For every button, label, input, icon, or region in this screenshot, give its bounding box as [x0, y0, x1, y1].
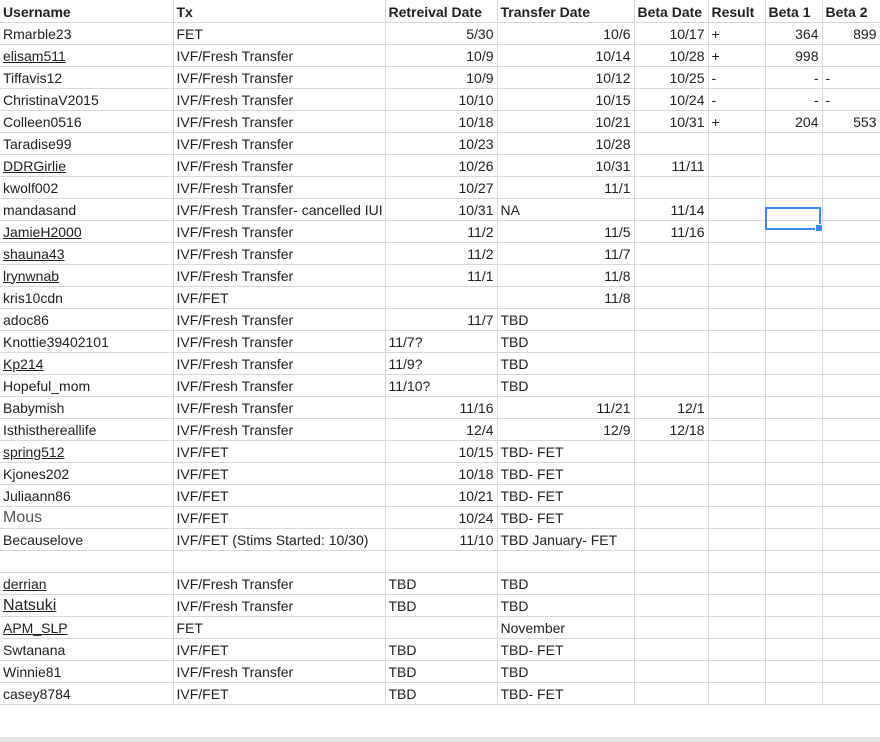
cell-beta-date[interactable] — [634, 484, 708, 506]
cell-tx[interactable]: IVF/Fresh Transfer — [173, 220, 385, 242]
header-username[interactable]: Username — [0, 0, 173, 22]
header-result[interactable]: Result — [708, 0, 765, 22]
cell-tx[interactable]: IVF/Fresh Transfer — [173, 44, 385, 66]
cell-result[interactable] — [708, 308, 765, 330]
cell-tx[interactable]: IVF/Fresh Transfer — [173, 308, 385, 330]
cell-transfer-date[interactable]: 12/9 — [497, 418, 634, 440]
cell-tx[interactable]: IVF/FET — [173, 506, 385, 528]
cell-beta-2[interactable] — [822, 286, 880, 308]
cell-transfer-date[interactable]: TBD- FET — [497, 682, 634, 704]
cell-result[interactable] — [708, 660, 765, 682]
cell-beta-date[interactable] — [634, 352, 708, 374]
cell-retrieval-date[interactable]: 5/30 — [385, 22, 497, 44]
cell-beta-1[interactable] — [765, 132, 822, 154]
cell-retrieval-date[interactable]: TBD — [385, 594, 497, 616]
cell-result[interactable] — [708, 220, 765, 242]
fill-handle[interactable] — [815, 224, 823, 232]
cell-username[interactable]: APM_SLP — [0, 616, 173, 638]
cell-beta-2[interactable] — [822, 550, 880, 572]
cell-transfer-date[interactable]: TBD — [497, 660, 634, 682]
table-row — [0, 176, 880, 198]
cell-beta-date[interactable]: 11/14 — [634, 198, 708, 220]
cell-beta-2[interactable]: - — [822, 88, 880, 110]
cell-result[interactable] — [708, 242, 765, 264]
cell-transfer-date[interactable]: TBD- FET — [497, 638, 634, 660]
table-row — [0, 506, 880, 528]
cell-username[interactable]: DDRGirlie — [0, 154, 173, 176]
cell-beta-date[interactable] — [634, 440, 708, 462]
cell-result[interactable] — [708, 286, 765, 308]
cell-beta-date[interactable] — [634, 330, 708, 352]
cell-beta-1[interactable] — [765, 418, 822, 440]
cell-beta-date[interactable] — [634, 286, 708, 308]
cell-beta-1[interactable]: - — [765, 88, 822, 110]
cell-username[interactable]: Winnie81 — [0, 660, 173, 682]
table-row — [0, 198, 880, 220]
cell-result[interactable] — [708, 616, 765, 638]
cell-retrieval-date[interactable]: 11/7? — [385, 330, 497, 352]
cell-transfer-date[interactable]: 10/15 — [497, 88, 634, 110]
cell-beta-2[interactable] — [822, 484, 880, 506]
cell-beta-2[interactable]: - — [822, 66, 880, 88]
header-beta-1[interactable]: Beta 1 — [765, 0, 822, 22]
table-row — [0, 484, 880, 506]
cell-retrieval-date[interactable]: 11/10? — [385, 374, 497, 396]
cell-tx[interactable]: IVF/Fresh Transfer — [173, 396, 385, 418]
cell-transfer-date[interactable]: 11/7 — [497, 242, 634, 264]
cell-result[interactable] — [708, 550, 765, 572]
cell-beta-date[interactable]: 11/16 — [634, 220, 708, 242]
cell-transfer-date[interactable]: TBD January- FET — [497, 528, 634, 550]
cell-username[interactable]: Taradise99 — [0, 132, 173, 154]
cell-tx[interactable]: IVF/Fresh Transfer — [173, 572, 385, 594]
cell-username[interactable]: elisam511 — [0, 44, 173, 66]
cell-beta-1[interactable] — [765, 330, 822, 352]
cell-result[interactable] — [708, 572, 765, 594]
cell-beta-date[interactable] — [634, 616, 708, 638]
cell-beta-2[interactable] — [822, 572, 880, 594]
cell-username[interactable]: Swtanana — [0, 638, 173, 660]
cell-beta-1[interactable] — [765, 396, 822, 418]
cell-username[interactable]: lrynwnab — [0, 264, 173, 286]
cell-retrieval-date[interactable]: 12/4 — [385, 418, 497, 440]
cell-beta-2[interactable] — [822, 594, 880, 616]
cell-transfer-date[interactable]: 10/14 — [497, 44, 634, 66]
cell-retrieval-date[interactable]: 11/1 — [385, 264, 497, 286]
table-row — [0, 154, 880, 176]
cell-transfer-date[interactable]: TBD — [497, 374, 634, 396]
cell-retrieval-date[interactable] — [385, 616, 497, 638]
cell-beta-2[interactable]: 899 — [822, 22, 880, 44]
cell-retrieval-date[interactable]: 11/16 — [385, 396, 497, 418]
cell-username[interactable]: Hopeful_mom — [0, 374, 173, 396]
table-row — [0, 88, 880, 110]
cell-beta-date[interactable] — [634, 462, 708, 484]
cell-transfer-date[interactable]: NA — [497, 198, 634, 220]
cell-transfer-date[interactable]: TBD- FET — [497, 462, 634, 484]
cell-retrieval-date[interactable]: 10/9 — [385, 44, 497, 66]
cell-retrieval-date[interactable]: 11/7 — [385, 308, 497, 330]
cell-beta-2[interactable] — [822, 638, 880, 660]
cell-username[interactable]: Mous — [0, 506, 173, 528]
table-row — [0, 66, 880, 88]
cell-beta-1[interactable] — [765, 594, 822, 616]
cell-beta-date[interactable]: 11/11 — [634, 154, 708, 176]
cell-beta-date[interactable] — [634, 132, 708, 154]
cell-transfer-date[interactable]: TBD — [497, 352, 634, 374]
cell-beta-1[interactable]: 204 — [765, 110, 822, 132]
cell-beta-1[interactable] — [765, 286, 822, 308]
cell-beta-date[interactable] — [634, 242, 708, 264]
cell-tx[interactable]: IVF/FET — [173, 462, 385, 484]
cell-username[interactable]: adoc86 — [0, 308, 173, 330]
cell-tx[interactable]: IVF/Fresh Transfer — [173, 352, 385, 374]
cell-username[interactable]: Kjones202 — [0, 462, 173, 484]
table-row — [0, 572, 880, 594]
cell-retrieval-date[interactable]: 10/26 — [385, 154, 497, 176]
cell-beta-1[interactable] — [765, 264, 822, 286]
cell-beta-1[interactable] — [765, 352, 822, 374]
cell-username[interactable]: casey8784 — [0, 682, 173, 704]
cell-transfer-date[interactable]: November — [497, 616, 634, 638]
header-row — [0, 0, 880, 22]
cell-username[interactable]: Natsuki — [0, 594, 173, 616]
cell-beta-2[interactable] — [822, 396, 880, 418]
cell-result[interactable]: + — [708, 22, 765, 44]
cell-transfer-date[interactable]: TBD — [497, 308, 634, 330]
cell-username[interactable]: kris10cdn — [0, 286, 173, 308]
cell-transfer-date[interactable] — [497, 550, 634, 572]
cell-username[interactable]: Babymish — [0, 396, 173, 418]
cell-retrieval-date[interactable]: 10/18 — [385, 462, 497, 484]
cell-result[interactable] — [708, 352, 765, 374]
cell-beta-1[interactable]: 998 — [765, 44, 822, 66]
header-beta-date[interactable]: Beta Date — [634, 0, 708, 22]
cell-username[interactable]: mandasand — [0, 198, 173, 220]
cell-result[interactable] — [708, 374, 765, 396]
cell-beta-1[interactable] — [765, 682, 822, 704]
cell-result[interactable] — [708, 484, 765, 506]
cell-beta-2[interactable] — [822, 506, 880, 528]
cell-beta-1[interactable] — [765, 572, 822, 594]
header-transfer-date[interactable]: Transfer Date — [497, 0, 634, 22]
cell-tx[interactable]: IVF/Fresh Transfer — [173, 330, 385, 352]
cell-result[interactable] — [708, 154, 765, 176]
cell-beta-1[interactable] — [765, 484, 822, 506]
cell-username[interactable]: Becauselove — [0, 528, 173, 550]
cell-result[interactable] — [708, 176, 765, 198]
cell-beta-date[interactable] — [634, 374, 708, 396]
table-row — [0, 22, 880, 44]
cell-beta-date[interactable]: 10/17 — [634, 22, 708, 44]
cell-tx[interactable]: IVF/Fresh Transfer — [173, 154, 385, 176]
cell-beta-1[interactable] — [765, 550, 822, 572]
cell-beta-date[interactable]: 10/25 — [634, 66, 708, 88]
cell-beta-date[interactable] — [634, 682, 708, 704]
cell-transfer-date[interactable]: TBD- FET — [497, 484, 634, 506]
cell-transfer-date[interactable]: TBD- FET — [497, 440, 634, 462]
cell-beta-1[interactable] — [765, 616, 822, 638]
cell-retrieval-date[interactable]: 10/15 — [385, 440, 497, 462]
table-row — [0, 44, 880, 66]
cell-beta-2[interactable] — [822, 308, 880, 330]
cell-username[interactable]: derrian — [0, 572, 173, 594]
table-row — [0, 462, 880, 484]
table-row — [0, 110, 880, 132]
cell-beta-date[interactable]: 10/31 — [634, 110, 708, 132]
cell-tx[interactable]: IVF/Fresh Transfer — [173, 242, 385, 264]
cell-beta-date[interactable] — [634, 506, 708, 528]
cell-result[interactable] — [708, 462, 765, 484]
cell-beta-date[interactable] — [634, 550, 708, 572]
cell-beta-1[interactable] — [765, 660, 822, 682]
cell-retrieval-date[interactable]: 10/23 — [385, 132, 497, 154]
table-row — [0, 286, 880, 308]
cell-tx[interactable]: IVF/Fresh Transfer — [173, 176, 385, 198]
cell-result[interactable]: + — [708, 110, 765, 132]
cell-retrieval-date[interactable]: 10/10 — [385, 88, 497, 110]
cell-tx[interactable]: IVF/Fresh Transfer- cancelled IUI — [173, 198, 385, 220]
horizontal-scrollbar[interactable] — [0, 737, 880, 742]
header-beta-2[interactable]: Beta 2 — [822, 0, 880, 22]
table-row — [0, 440, 880, 462]
cell-beta-2[interactable] — [822, 242, 880, 264]
cell-tx[interactable]: IVF/FET (Stims Started: 10/30) — [173, 528, 385, 550]
cell-beta-2[interactable] — [822, 132, 880, 154]
cell-retrieval-date[interactable] — [385, 550, 497, 572]
cell-result[interactable] — [708, 506, 765, 528]
cell-tx[interactable]: IVF/Fresh Transfer — [173, 418, 385, 440]
cell-result[interactable]: - — [708, 88, 765, 110]
cell-tx[interactable]: IVF/FET — [173, 638, 385, 660]
cell-result[interactable] — [708, 682, 765, 704]
cell-beta-2[interactable] — [822, 154, 880, 176]
cell-retrieval-date[interactable]: 11/9? — [385, 352, 497, 374]
cell-username[interactable]: JamieH2000 — [0, 220, 173, 242]
cell-transfer-date[interactable]: TBD — [497, 330, 634, 352]
table-row — [0, 242, 880, 264]
cell-beta-2[interactable] — [822, 220, 880, 242]
cell-username[interactable]: shauna43 — [0, 242, 173, 264]
cell-beta-date[interactable] — [634, 638, 708, 660]
cell-tx[interactable]: IVF/Fresh Transfer — [173, 88, 385, 110]
cell-beta-1[interactable] — [765, 638, 822, 660]
cell-beta-date[interactable] — [634, 176, 708, 198]
cell-transfer-date[interactable]: TBD — [497, 594, 634, 616]
header-retrieval-date[interactable]: Retreival Date — [385, 0, 497, 22]
cell-beta-1[interactable] — [765, 176, 822, 198]
cell-beta-2[interactable]: 553 — [822, 110, 880, 132]
cell-tx[interactable]: IVF/FET — [173, 484, 385, 506]
cell-retrieval-date[interactable]: 11/2 — [385, 242, 497, 264]
cell-transfer-date[interactable]: 10/31 — [497, 154, 634, 176]
cell-retrieval-date[interactable]: 11/2 — [385, 220, 497, 242]
cell-result[interactable] — [708, 418, 765, 440]
cell-retrieval-date[interactable]: 11/10 — [385, 528, 497, 550]
cell-transfer-date[interactable]: 10/6 — [497, 22, 634, 44]
cell-beta-2[interactable] — [822, 528, 880, 550]
cell-beta-date[interactable]: 12/18 — [634, 418, 708, 440]
table-row — [0, 264, 880, 286]
cell-transfer-date[interactable]: 11/5 — [497, 220, 634, 242]
table-row — [0, 352, 880, 374]
cell-tx[interactable]: IVF/Fresh Transfer — [173, 374, 385, 396]
table-row — [0, 330, 880, 352]
cell-beta-1[interactable] — [765, 154, 822, 176]
cell-tx[interactable]: IVF/Fresh Transfer — [173, 660, 385, 682]
cell-beta-1[interactable] — [765, 462, 822, 484]
cell-beta-1[interactable] — [765, 308, 822, 330]
cell-transfer-date[interactable]: 11/1 — [497, 176, 634, 198]
cell-retrieval-date[interactable] — [385, 286, 497, 308]
cell-beta-date[interactable]: 10/24 — [634, 88, 708, 110]
cell-transfer-date[interactable]: 11/8 — [497, 264, 634, 286]
cell-result[interactable] — [708, 132, 765, 154]
cell-beta-date[interactable] — [634, 528, 708, 550]
cell-tx[interactable]: IVF/Fresh Transfer — [173, 110, 385, 132]
table-row — [0, 616, 880, 638]
cell-username[interactable]: Rmarble23 — [0, 22, 173, 44]
table-row — [0, 660, 880, 682]
table-row — [0, 308, 880, 330]
cell-retrieval-date[interactable]: 10/24 — [385, 506, 497, 528]
cell-tx[interactable]: IVF/FET — [173, 286, 385, 308]
cell-transfer-date[interactable]: 10/28 — [497, 132, 634, 154]
cell-transfer-date[interactable]: 11/21 — [497, 396, 634, 418]
cell-tx[interactable]: IVF/FET — [173, 682, 385, 704]
cell-result[interactable] — [708, 198, 765, 220]
cell-retrieval-date[interactable]: 10/21 — [385, 484, 497, 506]
cell-result[interactable] — [708, 330, 765, 352]
cell-result[interactable] — [708, 638, 765, 660]
cell-retrieval-date[interactable]: TBD — [385, 660, 497, 682]
cell-transfer-date[interactable]: 10/21 — [497, 110, 634, 132]
cell-transfer-date[interactable]: TBD- FET — [497, 506, 634, 528]
cell-beta-1[interactable]: 364 — [765, 22, 822, 44]
cell-beta-date[interactable]: 10/28 — [634, 44, 708, 66]
cell-beta-2[interactable] — [822, 198, 880, 220]
cell-tx[interactable]: IVF/Fresh Transfer — [173, 132, 385, 154]
table-row — [0, 132, 880, 154]
cell-beta-date[interactable] — [634, 572, 708, 594]
cell-username[interactable]: Tiffavis12 — [0, 66, 173, 88]
cell-tx[interactable]: IVF/Fresh Transfer — [173, 66, 385, 88]
cell-tx[interactable]: IVF/Fresh Transfer — [173, 594, 385, 616]
cell-beta-date[interactable]: 12/1 — [634, 396, 708, 418]
cell-tx[interactable]: IVF/FET — [173, 440, 385, 462]
cell-transfer-date[interactable]: 11/8 — [497, 286, 634, 308]
cell-result[interactable]: + — [708, 44, 765, 66]
cell-username[interactable]: Colleen0516 — [0, 110, 173, 132]
cell-beta-2[interactable] — [822, 440, 880, 462]
cell-username[interactable]: kwolf002 — [0, 176, 173, 198]
cell-retrieval-date[interactable]: 10/31 — [385, 198, 497, 220]
cell-result[interactable] — [708, 264, 765, 286]
cell-beta-1[interactable] — [765, 506, 822, 528]
cell-result[interactable]: - — [708, 66, 765, 88]
cell-beta-2[interactable] — [822, 44, 880, 66]
cell-beta-2[interactable] — [822, 418, 880, 440]
cell-tx[interactable]: FET — [173, 22, 385, 44]
cell-beta-1[interactable] — [765, 528, 822, 550]
cell-beta-2[interactable] — [822, 462, 880, 484]
table-row — [0, 528, 880, 550]
table-row — [0, 374, 880, 396]
cell-beta-2[interactable] — [822, 374, 880, 396]
cell-result[interactable] — [708, 528, 765, 550]
cell-retrieval-date[interactable]: TBD — [385, 638, 497, 660]
cell-retrieval-date[interactable]: TBD — [385, 682, 497, 704]
cell-beta-1[interactable] — [765, 242, 822, 264]
cell-beta-date[interactable] — [634, 308, 708, 330]
cell-retrieval-date[interactable]: 10/9 — [385, 66, 497, 88]
cell-retrieval-date[interactable]: TBD — [385, 572, 497, 594]
cell-beta-date[interactable] — [634, 660, 708, 682]
cell-retrieval-date[interactable]: 10/18 — [385, 110, 497, 132]
cell-beta-2[interactable] — [822, 352, 880, 374]
cell-beta-2[interactable] — [822, 682, 880, 704]
cell-beta-2[interactable] — [822, 660, 880, 682]
selected-cell-outline[interactable] — [765, 207, 821, 230]
cell-beta-date[interactable] — [634, 264, 708, 286]
cell-beta-1[interactable]: - — [765, 66, 822, 88]
cell-username[interactable]: spring512 — [0, 440, 173, 462]
cell-beta-2[interactable] — [822, 264, 880, 286]
table-row — [0, 396, 880, 418]
cell-beta-2[interactable] — [822, 330, 880, 352]
cell-username[interactable]: Kp214 — [0, 352, 173, 374]
cell-username[interactable]: Juliaann86 — [0, 484, 173, 506]
cell-beta-2[interactable] — [822, 616, 880, 638]
table-row — [0, 550, 880, 572]
cell-username[interactable] — [0, 550, 173, 572]
cell-result[interactable] — [708, 594, 765, 616]
table-row — [0, 638, 880, 660]
cell-tx[interactable] — [173, 550, 385, 572]
cell-beta-2[interactable] — [822, 176, 880, 198]
cell-beta-date[interactable] — [634, 594, 708, 616]
cell-username[interactable]: ChristinaV2015 — [0, 88, 173, 110]
cell-transfer-date[interactable]: 10/12 — [497, 66, 634, 88]
table-row — [0, 682, 880, 704]
cell-result[interactable] — [708, 396, 765, 418]
header-tx[interactable]: Tx — [173, 0, 385, 22]
table-row — [0, 418, 880, 440]
cell-transfer-date[interactable]: TBD — [497, 572, 634, 594]
cell-tx[interactable]: IVF/Fresh Transfer — [173, 264, 385, 286]
cell-username[interactable]: Isthisthereallife — [0, 418, 173, 440]
cell-retrieval-date[interactable]: 10/27 — [385, 176, 497, 198]
table-row — [0, 220, 880, 242]
cell-result[interactable] — [708, 440, 765, 462]
cell-beta-1[interactable] — [765, 374, 822, 396]
cell-beta-1[interactable] — [765, 440, 822, 462]
cell-username[interactable]: Knottie39402101 — [0, 330, 173, 352]
table-row — [0, 594, 880, 616]
cell-tx[interactable]: FET — [173, 616, 385, 638]
